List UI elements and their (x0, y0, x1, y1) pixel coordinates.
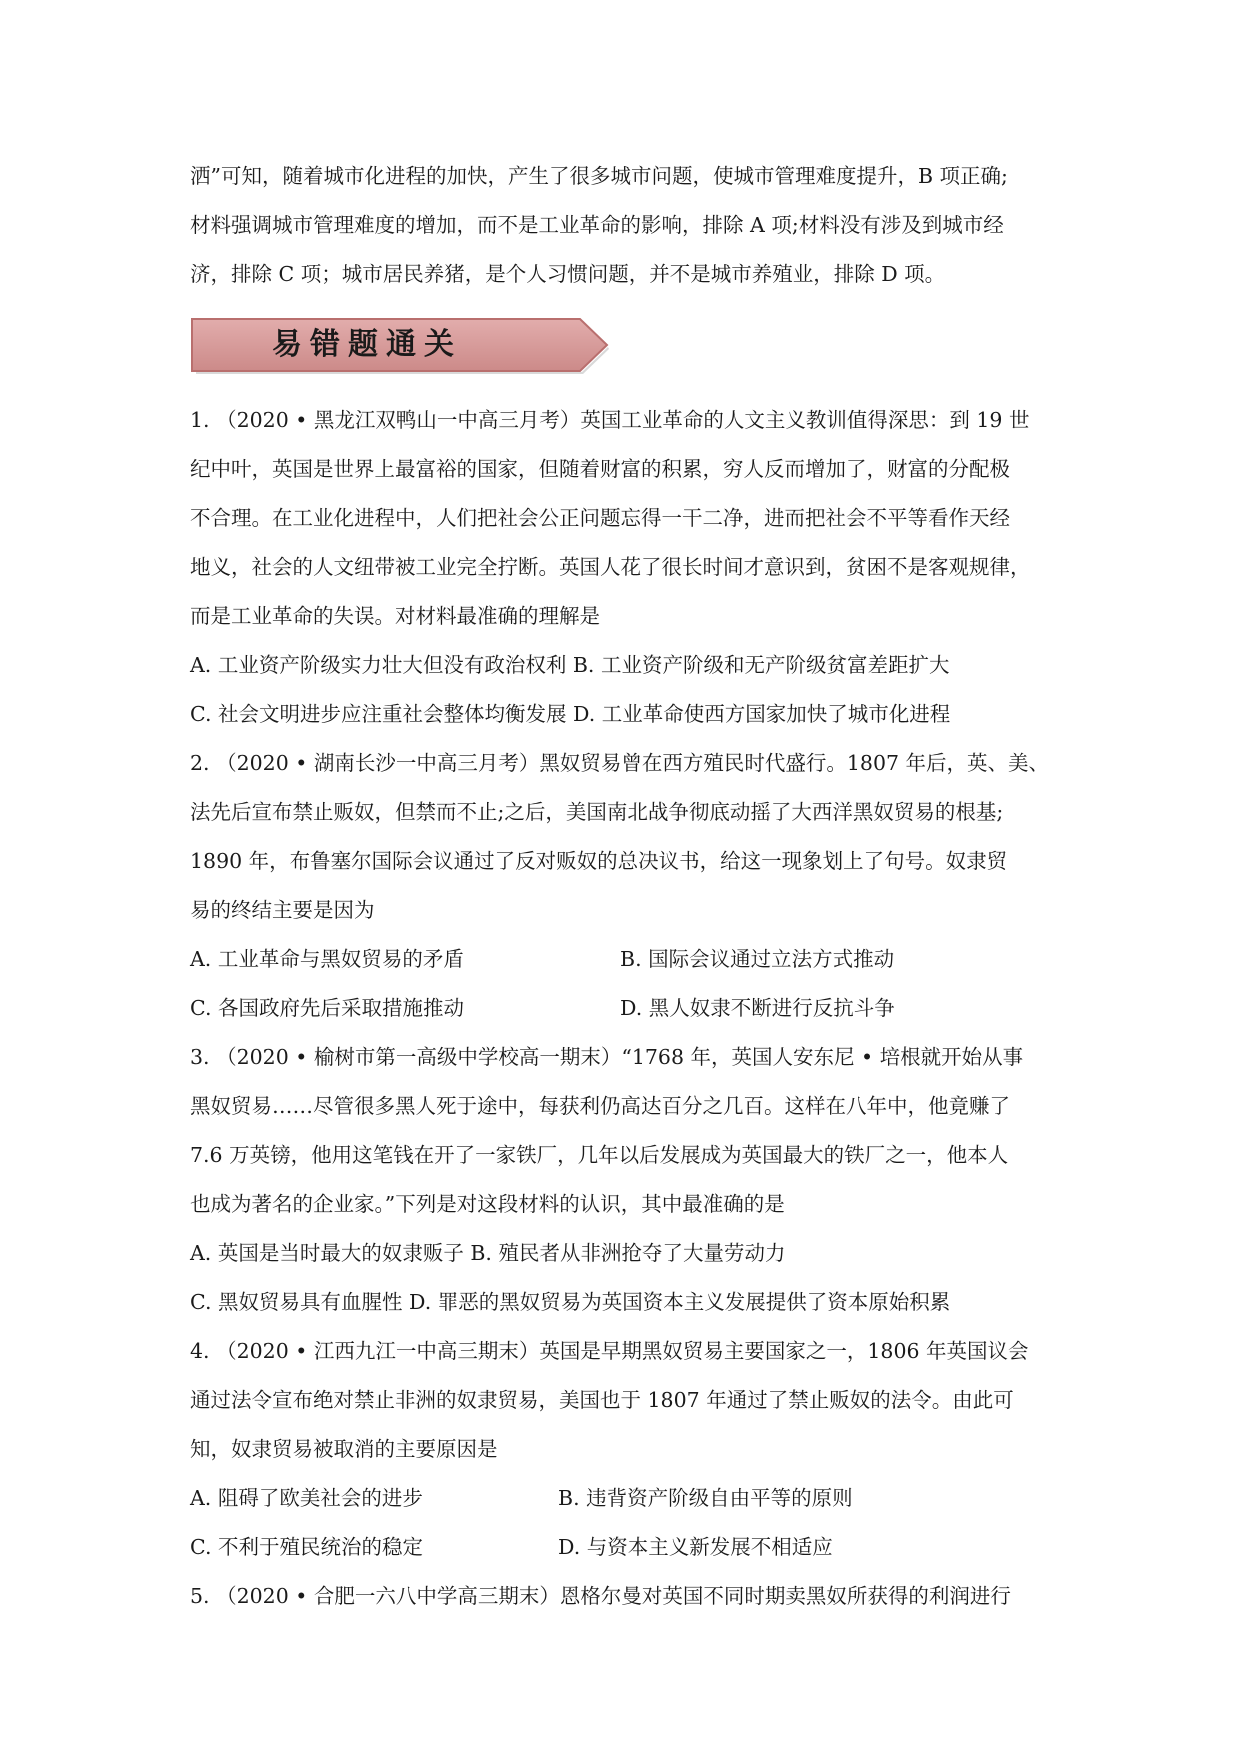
option-a: A. 阻碍了欧美社会的进步 (190, 1486, 423, 1510)
question-5 (190, 1572, 1058, 1621)
question-stem-line: 纪中叶，英国是世界上最富裕的国家，但随着财富的积累，穷人反而增加了，财富的分配极 (190, 457, 1010, 481)
question-stem-line: 黑奴贸易……尽管很多黑人死于途中，每获利仍高达百分之几百。这样在八年中，他竟赚了 (190, 1094, 1010, 1118)
option-row: C. 黑奴贸易具有血腥性 D. 罪恶的黑奴贸易为英国资本主义发展提供了资本原始积累 (190, 1290, 951, 1314)
option-c: C. 各国政府先后采取措施推动 (190, 996, 464, 1020)
option-row: C. 社会文明进步应注重社会整体均衡发展 D. 工业革命使西方国家加快了城市化进程 (190, 702, 951, 726)
option-row (190, 984, 1058, 1033)
option-row (190, 1474, 1058, 1523)
section-banner (190, 316, 610, 374)
question-3 (190, 1033, 1058, 1327)
option-row (190, 1523, 1058, 1572)
option-row: A. 英国是当时最大的奴隶贩子 B. 殖民者从非洲抢夺了大量劳动力 (190, 1241, 786, 1265)
question-stem-line: 通过法令宣布绝对禁止非洲的奴隶贸易，美国也于 1807 年通过了禁止贩奴的法令。由此可 (190, 1388, 1014, 1412)
question-stem-line: 1. （2020 • 黑龙江双鸭山一中高三月考）英国工业革命的人文主义教训值得深思：到 19 世 (190, 408, 1030, 432)
section-title: 易错题通关 (272, 327, 462, 362)
option-b: B. 违背资产阶级自由平等的原则 (558, 1486, 853, 1510)
intro-line: 洒”可知，随着城市化进程的加快，产生了很多城市问题，使城市管理难度提升，B 项正确; (190, 164, 1008, 188)
question-stem-line: 4. （2020 • 江西九江一中高三期末）英国是早期黑奴贸易主要国家之一，1806 年英国议会 (190, 1339, 1029, 1363)
question-stem-line: 1890 年，布鲁塞尔国际会议通过了反对贩奴的总决议书，给这一现象划上了句号。奴隶贸 (190, 849, 1008, 873)
intro-paragraph (190, 152, 1058, 299)
option-a: A. 工业革命与黑奴贸易的矛盾 (190, 947, 464, 971)
question-stem-line: 也成为著名的企业家。”下列是对这段材料的认识，其中最准确的是 (190, 1192, 785, 1216)
question-stem-line: 不合理。在工业化进程中，人们把社会公正问题忘得一干二净，进而把社会不平等看作天经 (190, 506, 1010, 530)
option-c: C. 不利于殖民统治的稳定 (190, 1535, 423, 1559)
question-stem-line: 而是工业革命的失误。对材料最准确的理解是 (190, 604, 600, 628)
option-d: D. 黑人奴隶不断进行反抗斗争 (620, 996, 895, 1020)
option-row: A. 工业资产阶级实力壮大但没有政治权利 B. 工业资产阶级和无产阶级贫富差距扩大 (190, 653, 950, 677)
question-stem-line: 易的终结主要是因为 (190, 898, 375, 922)
question-4 (190, 1327, 1058, 1572)
intro-line: 材料强调城市管理难度的增加，而不是工业革命的影响，排除 A 项;材料没有涉及到城市经 (190, 213, 1004, 237)
question-stem-line: 3. （2020 • 榆树市第一高级中学校高一期末）“1768 年，英国人安东尼 • 培根就开始从事 (190, 1045, 1024, 1069)
option-d: D. 与资本主义新发展不相适应 (558, 1535, 833, 1559)
intro-line: 济，排除 C 项；城市居民养猪，是个人习惯问题，并不是城市养殖业，排除 D 项。 (190, 262, 946, 286)
question-stem-line: 7.6 万英镑，他用这笔钱在开了一家铁厂，几年以后发展成为英国最大的铁厂之一，他本人 (190, 1143, 1009, 1167)
question-2 (190, 739, 1058, 1033)
question-stem-line: 5. （2020 • 合肥一六八中学高三期末）恩格尔曼对英国不同时期卖黑奴所获得的利润进行 (190, 1584, 1011, 1608)
question-stem-line: 2. （2020 • 湖南长沙一中高三月考）黑奴贸易曾在西方殖民时代盛行。1807 年后，英、美、 (190, 751, 1050, 775)
question-1 (190, 396, 1058, 739)
question-stem-line: 地义，社会的人文纽带被工业完全拧断。英国人花了很长时间才意识到，贫困不是客观规律， (190, 555, 1031, 579)
question-stem-line: 法先后宣布禁止贩奴，但禁而不止;之后，美国南北战争彻底动摇了大西洋黑奴贸易的根基; (190, 800, 1004, 824)
option-b: B. 国际会议通过立法方式推动 (620, 947, 895, 971)
question-stem-line: 知，奴隶贸易被取消的主要原因是 (190, 1437, 498, 1461)
option-row (190, 935, 1058, 984)
question-list (190, 396, 1058, 1621)
